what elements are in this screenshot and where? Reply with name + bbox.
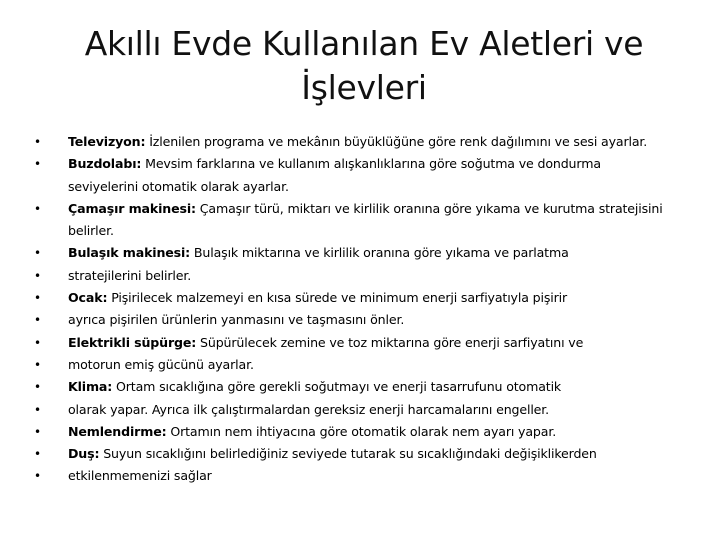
item-term: Elektrikli süpürge: bbox=[68, 334, 197, 350]
bullet-icon: • bbox=[34, 291, 41, 306]
item-term: Klima: bbox=[68, 379, 113, 395]
item-term: Nemlendirme: bbox=[68, 423, 167, 439]
bullet-icon: • bbox=[34, 246, 41, 261]
item-term: Bulaşık makinesi: bbox=[68, 245, 191, 261]
bullet-icon: • bbox=[34, 380, 41, 395]
bullet-icon: • bbox=[34, 402, 41, 417]
bullet-icon: • bbox=[34, 335, 41, 350]
list-item bbox=[34, 242, 696, 264]
list-item bbox=[34, 309, 696, 331]
title-line-1: Akıllı Evde Kullanılan Ev Aletleri ve bbox=[84, 24, 644, 63]
item-text: Süpürülecek zemine ve toz miktarına göre enerji sarfiyatını ve bbox=[196, 334, 584, 350]
item-text: ayrıca pişirilen ürünlerin yanmasını ve taşmasını önler. bbox=[68, 312, 405, 328]
item-text: Mevsim farklarına ve kullanım alışkanlıklarına göre soğutma ve dondurma bbox=[141, 156, 601, 172]
list-item bbox=[34, 421, 696, 443]
bullet-list bbox=[34, 131, 696, 488]
item-term: Çamaşır makinesi: bbox=[68, 200, 196, 216]
item-text: stratejilerini belirler. bbox=[68, 267, 192, 283]
list-item bbox=[34, 443, 696, 465]
bullet-icon: • bbox=[34, 268, 41, 283]
item-text: Ortam sıcaklığına göre gerekli soğutmayı ve enerji tasarrufunu otomatik bbox=[112, 379, 562, 395]
bullet-icon: • bbox=[34, 157, 41, 172]
item-text-continuation: belirler. bbox=[68, 223, 114, 239]
item-text: Pişirilecek malzemeyi en kısa sürede ve minimum enerji sarfiyatıyla pişirir bbox=[107, 290, 567, 306]
bullet-icon: • bbox=[34, 424, 41, 439]
list-item bbox=[34, 376, 696, 398]
bullet-icon: • bbox=[34, 135, 41, 149]
item-text-continuation: seviyelerini otomatik olarak ayarlar. bbox=[68, 178, 289, 194]
slide-title bbox=[60, 22, 668, 110]
item-term: Duş: bbox=[68, 446, 100, 462]
list-item bbox=[34, 354, 696, 376]
item-term: Televizyon: bbox=[68, 134, 146, 149]
bullet-icon: • bbox=[34, 357, 41, 372]
list-item bbox=[34, 399, 696, 421]
item-text: Ortamın nem ihtiyacına göre otomatik olarak nem ayarı yapar. bbox=[166, 423, 557, 439]
bullet-icon: • bbox=[34, 469, 41, 484]
item-text: etkilenmemenizi sağlar bbox=[68, 468, 212, 484]
list-item bbox=[34, 198, 696, 243]
item-text: İzlenilen programa ve mekânın büyüklüğüne göre renk dağılımını ve sesi ayarlar. bbox=[145, 134, 648, 149]
item-term: Ocak: bbox=[68, 290, 108, 306]
item-text: Çamaşır türü, miktarı ve kirlilik oranına göre yıkama ve kurutma stratejisini bbox=[195, 200, 663, 216]
item-text: Bulaşık miktarına ve kirlilik oranına göre yıkama ve parlatma bbox=[190, 245, 569, 261]
list-item bbox=[34, 465, 696, 487]
bullet-icon: • bbox=[34, 313, 41, 328]
list-item bbox=[34, 265, 696, 287]
list-item bbox=[34, 131, 696, 153]
list-item bbox=[34, 332, 696, 354]
bullet-icon: • bbox=[34, 201, 41, 216]
title-line-2: İşlevleri bbox=[301, 68, 427, 107]
list-item bbox=[34, 287, 696, 309]
item-text: olarak yapar. Ayrıca ilk çalıştırmalardan gereksiz enerji harcamalarını engeller. bbox=[68, 401, 550, 417]
item-text: Suyun sıcaklığını belirlediğiniz seviyede tutarak su sıcaklığındaki değişiklikerden bbox=[99, 446, 597, 462]
list-item bbox=[34, 153, 696, 198]
bullet-icon: • bbox=[34, 447, 41, 462]
item-term: Buzdolabı: bbox=[68, 156, 142, 172]
item-text: motorun emiş gücünü ayarlar. bbox=[68, 356, 254, 372]
